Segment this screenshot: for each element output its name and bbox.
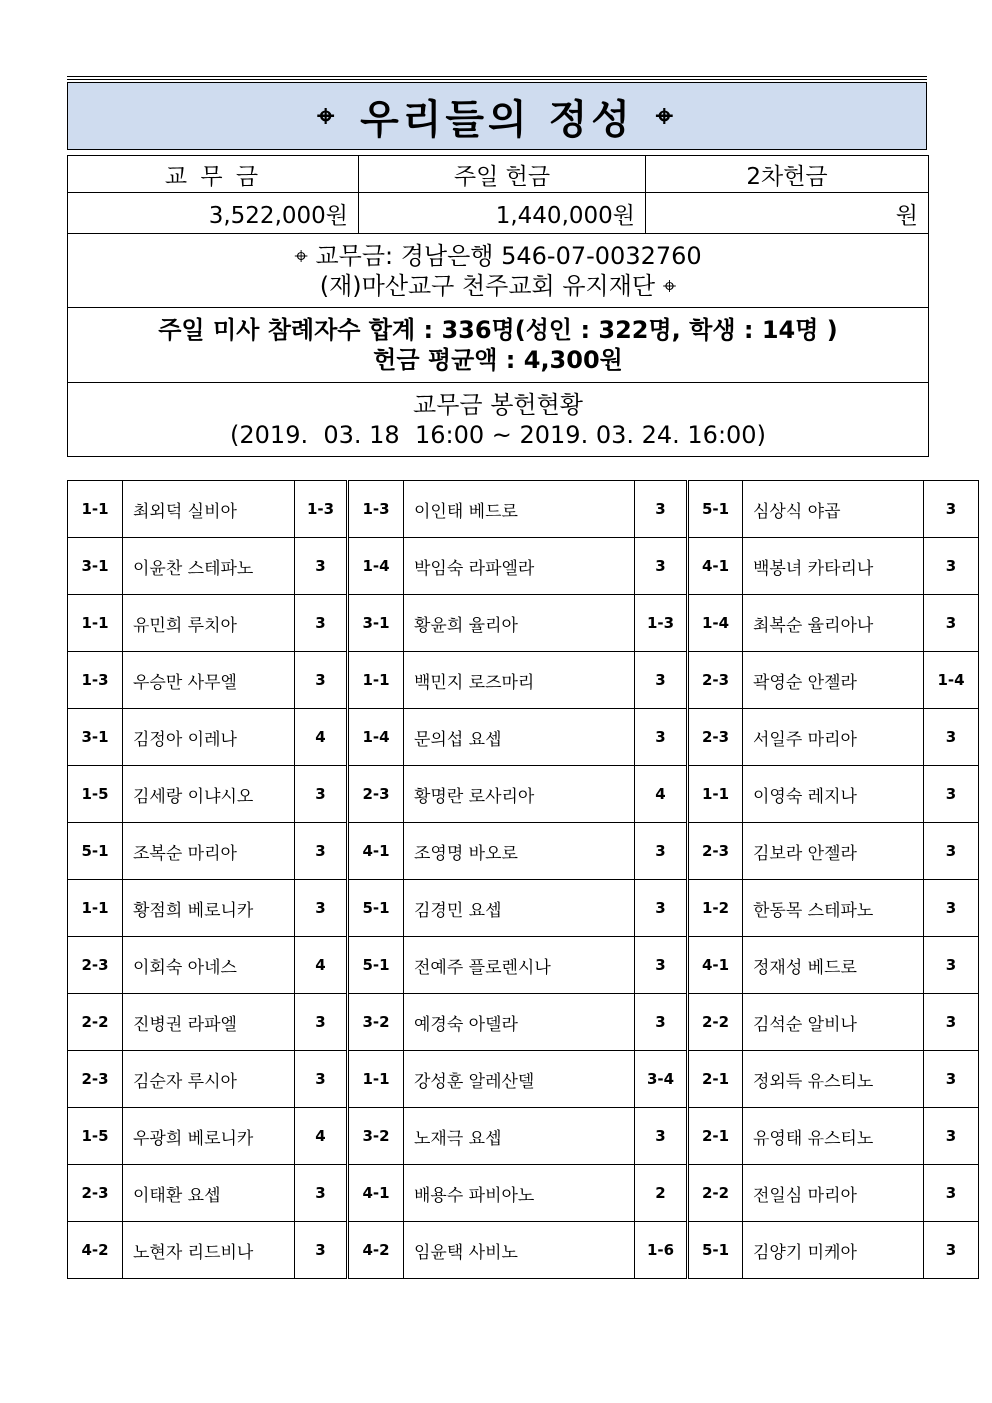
bank-line-1: 교무금: 경남은행 546-07-0032760 bbox=[315, 241, 702, 270]
month-paid: 3 bbox=[635, 880, 688, 937]
member-name: 박임숙 라파엘라 bbox=[404, 538, 635, 595]
member-name: 이태환 요셉 bbox=[123, 1165, 295, 1222]
month-paid: 3 bbox=[295, 538, 348, 595]
district-code: 1-4 bbox=[348, 709, 404, 766]
table-row bbox=[68, 709, 979, 766]
member-name: 심상식 야곱 bbox=[743, 481, 924, 538]
month-paid: 4 bbox=[295, 1108, 348, 1165]
district-code: 2-3 bbox=[68, 1165, 123, 1222]
month-paid: 3-4 bbox=[635, 1051, 688, 1108]
month-paid: 3 bbox=[295, 766, 348, 823]
district-code: 1-2 bbox=[688, 880, 743, 937]
table-row bbox=[68, 823, 979, 880]
cross-icon: ⌖ bbox=[655, 98, 677, 134]
month-paid: 3 bbox=[635, 481, 688, 538]
month-paid: 2 bbox=[635, 1165, 688, 1222]
member-name: 이회숙 아네스 bbox=[123, 937, 295, 994]
district-code: 1-1 bbox=[348, 652, 404, 709]
attendance-line-2: 헌금 평균액 : 4,300원 bbox=[373, 346, 623, 374]
month-paid: 3 bbox=[295, 823, 348, 880]
month-paid: 3 bbox=[635, 1108, 688, 1165]
month-paid: 3 bbox=[635, 538, 688, 595]
member-name: 김순자 루시아 bbox=[123, 1051, 295, 1108]
month-paid: 3 bbox=[635, 709, 688, 766]
table-row bbox=[68, 994, 979, 1051]
table-row bbox=[68, 538, 979, 595]
member-name: 황점희 베로니카 bbox=[123, 880, 295, 937]
member-name: 김정아 이레나 bbox=[123, 709, 295, 766]
header-sunday-offering: 주일 헌금 bbox=[359, 156, 646, 193]
district-code: 4-2 bbox=[348, 1222, 404, 1279]
member-name: 한동목 스테파노 bbox=[743, 880, 924, 937]
month-paid: 3 bbox=[924, 595, 979, 652]
month-paid: 3 bbox=[924, 1108, 979, 1165]
month-paid: 3 bbox=[295, 652, 348, 709]
district-code: 1-1 bbox=[688, 766, 743, 823]
status-line-2: (2019. 03. 18 16:00 ~ 2019. 03. 24. 16:00) bbox=[230, 420, 766, 449]
cross-icon: ⌖ bbox=[294, 241, 308, 270]
month-paid: 3 bbox=[635, 652, 688, 709]
value-kyomugeum: 3,522,000원 bbox=[68, 193, 359, 234]
member-name: 우승만 사무엘 bbox=[123, 652, 295, 709]
table-row bbox=[68, 937, 979, 994]
month-paid: 3 bbox=[295, 880, 348, 937]
status-heading bbox=[68, 383, 929, 457]
month-paid: 3 bbox=[924, 937, 979, 994]
month-paid: 4 bbox=[295, 709, 348, 766]
district-code: 5-1 bbox=[688, 481, 743, 538]
month-paid: 3 bbox=[924, 994, 979, 1051]
member-name: 황윤희 율리아 bbox=[404, 595, 635, 652]
member-name: 김석순 알비나 bbox=[743, 994, 924, 1051]
member-name: 우광희 베로니카 bbox=[123, 1108, 295, 1165]
title-text: 우리들의 정성 bbox=[360, 96, 634, 143]
member-name: 김세랑 이냐시오 bbox=[123, 766, 295, 823]
member-name: 전예주 플로렌시나 bbox=[404, 937, 635, 994]
month-paid: 3 bbox=[924, 538, 979, 595]
member-name: 이인태 베드로 bbox=[404, 481, 635, 538]
member-name: 황명란 로사리아 bbox=[404, 766, 635, 823]
member-name: 조복순 마리아 bbox=[123, 823, 295, 880]
district-code: 2-1 bbox=[688, 1051, 743, 1108]
month-paid: 3 bbox=[295, 595, 348, 652]
member-name: 노현자 리드비나 bbox=[123, 1222, 295, 1279]
bank-line-2: (재)마산교구 천주교회 유지재단 bbox=[319, 271, 656, 300]
district-code: 1-1 bbox=[68, 595, 123, 652]
member-name: 김경민 요셉 bbox=[404, 880, 635, 937]
offering-list-table bbox=[67, 480, 979, 1279]
month-paid: 4 bbox=[635, 766, 688, 823]
district-code: 1-3 bbox=[348, 481, 404, 538]
member-name: 예경숙 아델라 bbox=[404, 994, 635, 1051]
district-code: 4-2 bbox=[68, 1222, 123, 1279]
member-name: 강성훈 알레산델 bbox=[404, 1051, 635, 1108]
district-code: 2-2 bbox=[688, 1165, 743, 1222]
table-row bbox=[68, 1108, 979, 1165]
month-paid: 3 bbox=[295, 1051, 348, 1108]
cross-icon: ⌖ bbox=[317, 98, 339, 134]
member-name: 유민희 루치아 bbox=[123, 595, 295, 652]
district-code: 3-1 bbox=[68, 709, 123, 766]
member-name: 정외득 유스티노 bbox=[743, 1051, 924, 1108]
bank-info bbox=[68, 234, 929, 308]
top-rule-1 bbox=[67, 76, 927, 77]
month-paid: 3 bbox=[295, 994, 348, 1051]
header-second-offering: 2차헌금 bbox=[646, 156, 929, 193]
table-row bbox=[68, 880, 979, 937]
district-code: 1-4 bbox=[688, 595, 743, 652]
month-paid: 3 bbox=[924, 823, 979, 880]
district-code: 5-1 bbox=[348, 880, 404, 937]
table-row bbox=[68, 1165, 979, 1222]
member-name: 최외덕 실비아 bbox=[123, 481, 295, 538]
district-code: 4-1 bbox=[688, 538, 743, 595]
member-name: 배용수 파비아노 bbox=[404, 1165, 635, 1222]
district-code: 1-1 bbox=[68, 481, 123, 538]
district-code: 1-1 bbox=[348, 1051, 404, 1108]
month-paid: 1-4 bbox=[924, 652, 979, 709]
month-paid: 3 bbox=[924, 1165, 979, 1222]
district-code: 1-3 bbox=[68, 652, 123, 709]
member-name: 곽영순 안젤라 bbox=[743, 652, 924, 709]
month-paid: 3 bbox=[924, 1222, 979, 1279]
table-row bbox=[68, 652, 979, 709]
member-name: 이영숙 레지나 bbox=[743, 766, 924, 823]
district-code: 3-2 bbox=[348, 994, 404, 1051]
member-name: 전일심 마리아 bbox=[743, 1165, 924, 1222]
member-name: 정재성 베드로 bbox=[743, 937, 924, 994]
attendance-line-1: 주일 미사 참례자수 합계 : 336명(성인 : 322명, 학생 : 14명 ) bbox=[158, 316, 838, 344]
table-row bbox=[68, 481, 979, 538]
district-code: 4-1 bbox=[688, 937, 743, 994]
top-rule-2 bbox=[67, 79, 927, 80]
status-line-1: 교무금 봉헌현황 bbox=[413, 390, 583, 419]
month-paid: 3 bbox=[924, 1051, 979, 1108]
month-paid: 1-3 bbox=[295, 481, 348, 538]
district-code: 1-5 bbox=[68, 766, 123, 823]
district-code: 5-1 bbox=[688, 1222, 743, 1279]
month-paid: 3 bbox=[635, 823, 688, 880]
month-paid: 3 bbox=[295, 1222, 348, 1279]
month-paid: 3 bbox=[924, 880, 979, 937]
district-code: 2-3 bbox=[688, 652, 743, 709]
member-name: 백민지 로즈마리 bbox=[404, 652, 635, 709]
member-name: 이윤찬 스테파노 bbox=[123, 538, 295, 595]
member-name: 백봉녀 카타리나 bbox=[743, 538, 924, 595]
district-code: 5-1 bbox=[348, 937, 404, 994]
member-name: 최복순 율리아나 bbox=[743, 595, 924, 652]
value-sunday-offering: 1,440,000원 bbox=[359, 193, 646, 234]
member-name: 노재극 요셉 bbox=[404, 1108, 635, 1165]
month-paid: 3 bbox=[295, 1165, 348, 1222]
district-code: 1-1 bbox=[68, 880, 123, 937]
district-code: 4-1 bbox=[348, 823, 404, 880]
district-code: 3-1 bbox=[68, 538, 123, 595]
month-paid: 3 bbox=[924, 481, 979, 538]
cross-icon: ⌖ bbox=[662, 271, 677, 300]
district-code: 2-3 bbox=[348, 766, 404, 823]
month-paid: 3 bbox=[635, 937, 688, 994]
member-name: 서일주 마리아 bbox=[743, 709, 924, 766]
member-name: 임윤택 사비노 bbox=[404, 1222, 635, 1279]
district-code: 2-3 bbox=[68, 1051, 123, 1108]
district-code: 3-1 bbox=[348, 595, 404, 652]
page-title bbox=[67, 82, 927, 150]
member-name: 조영명 바오로 bbox=[404, 823, 635, 880]
month-paid: 3 bbox=[635, 994, 688, 1051]
district-code: 5-1 bbox=[68, 823, 123, 880]
district-code: 1-4 bbox=[348, 538, 404, 595]
district-code: 3-2 bbox=[348, 1108, 404, 1165]
district-code: 2-3 bbox=[688, 709, 743, 766]
attendance-info bbox=[68, 308, 929, 383]
member-name: 김양기 미케아 bbox=[743, 1222, 924, 1279]
month-paid: 1-3 bbox=[635, 595, 688, 652]
member-name: 진병권 라파엘 bbox=[123, 994, 295, 1051]
district-code: 4-1 bbox=[348, 1165, 404, 1222]
district-code: 2-2 bbox=[68, 994, 123, 1051]
table-row bbox=[68, 1222, 979, 1279]
value-second-offering: 원 bbox=[646, 193, 929, 234]
district-code: 2-1 bbox=[688, 1108, 743, 1165]
member-name: 유영태 유스티노 bbox=[743, 1108, 924, 1165]
month-paid: 3 bbox=[924, 766, 979, 823]
district-code: 2-3 bbox=[68, 937, 123, 994]
member-name: 문의섭 요셉 bbox=[404, 709, 635, 766]
month-paid: 1-6 bbox=[635, 1222, 688, 1279]
table-row bbox=[68, 1051, 979, 1108]
district-code: 2-3 bbox=[688, 823, 743, 880]
offering-summary-table bbox=[67, 155, 929, 457]
district-code: 2-2 bbox=[688, 994, 743, 1051]
district-code: 1-5 bbox=[68, 1108, 123, 1165]
month-paid: 3 bbox=[924, 709, 979, 766]
member-name: 김보라 안젤라 bbox=[743, 823, 924, 880]
header-kyomugeum: 교 무 금 bbox=[68, 156, 359, 193]
month-paid: 4 bbox=[295, 937, 348, 994]
table-row bbox=[68, 766, 979, 823]
table-row bbox=[68, 595, 979, 652]
